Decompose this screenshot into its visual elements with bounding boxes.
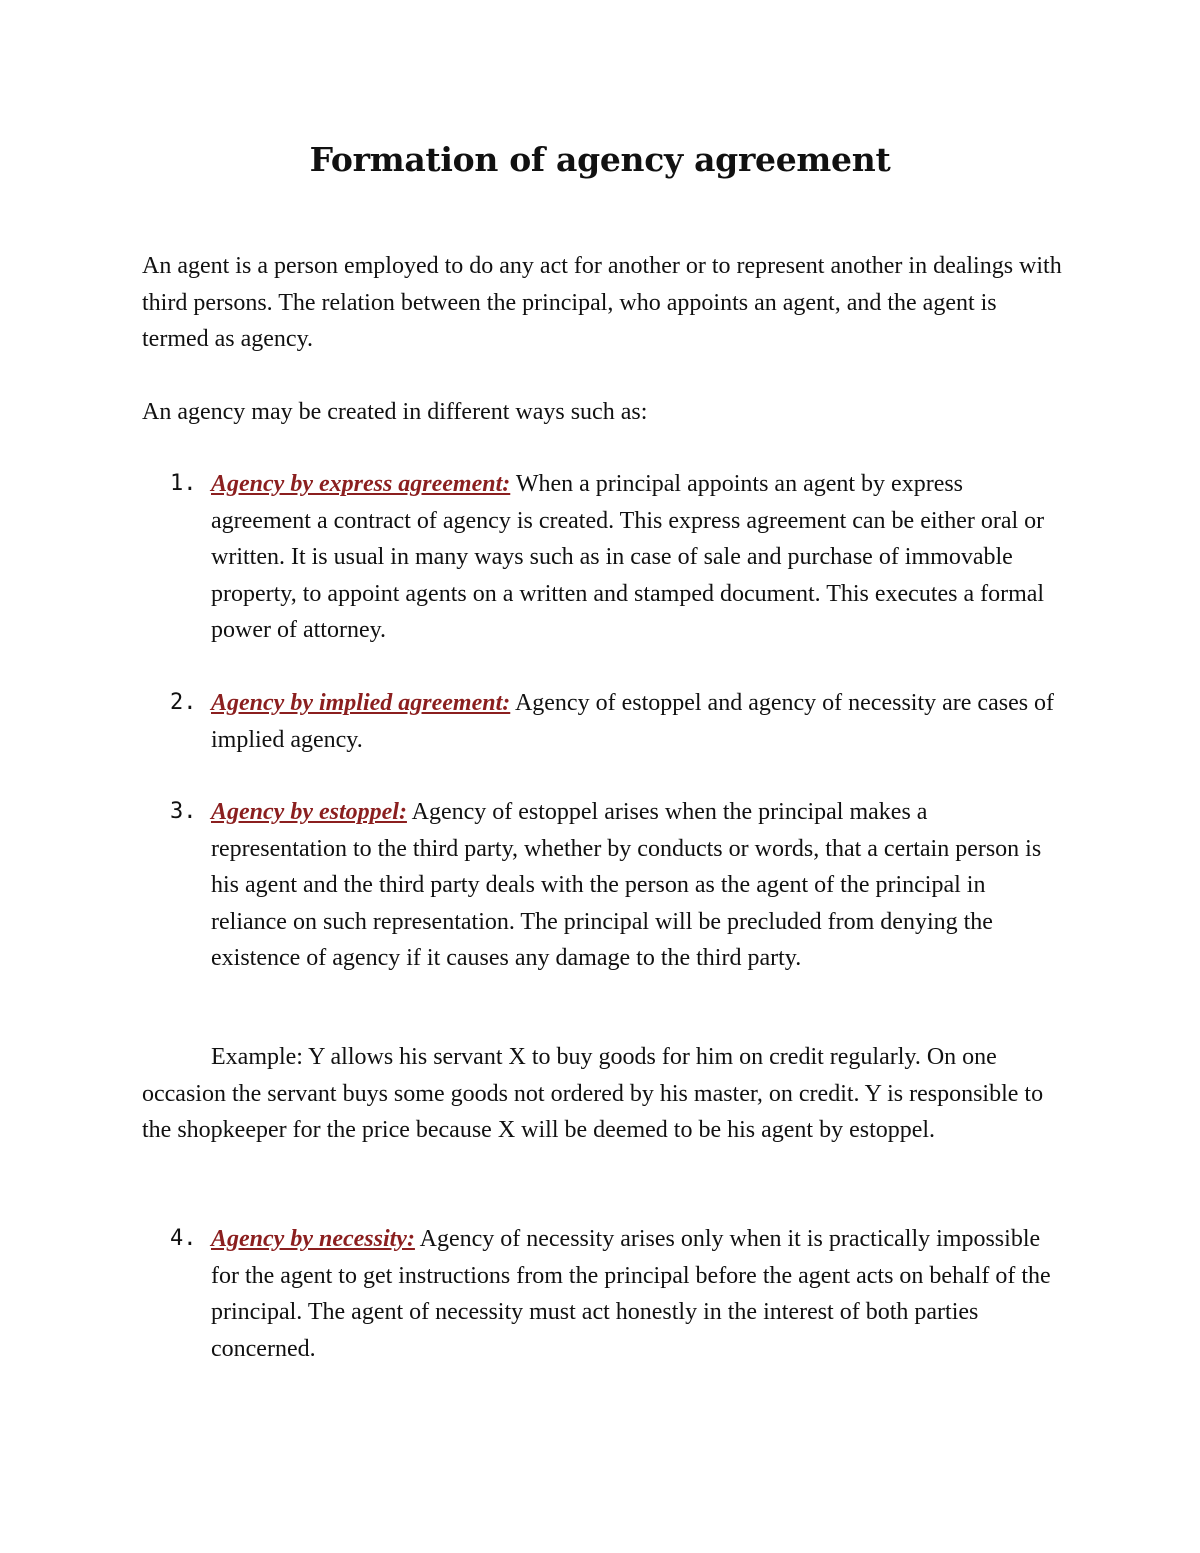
list-item-express-agreement	[142, 466, 1067, 649]
list-item-number: 4.	[170, 1226, 197, 1251]
list-item-text: Agency of necessity arises only when it is practically impossible for the agent to get instructions from the principal before the agent acts on behalf of the principal. The agent of necessity must act honestly in the interest of both parties concerned.	[211, 1226, 1051, 1362]
list-item-estoppel	[142, 794, 1067, 977]
list-item-body	[211, 1221, 1067, 1367]
list-item-number: 3.	[170, 799, 197, 824]
example-paragraph	[142, 1039, 1067, 1149]
example-text: Example: Y allows his servant X to buy goods for him on credit regularly. On one occasion the servant buys some goods not ordered by his master, on credit. Y is responsible to the shopkeeper for the price because X will be deemed to be his agent by estoppel.	[142, 1044, 1044, 1143]
intro-paragraph: An agent is a person employed to do any act for another or to represent another in dealings with third persons. The relation between the principal, who appoints an agent, and the agent is termed as agency.	[142, 253, 1062, 352]
list-item-term: Agency by necessity:	[211, 1226, 415, 1252]
list-item-number: 1.	[170, 471, 197, 496]
list-item-body	[211, 685, 1067, 758]
list-item-text: When a principal appoints an agent by express agreement a contract of agency is created. This express agreement can be either oral or written. It is usual in many ways such as in case of sale and purchase of immovable property, to appoint agents on a written and stamped document. This executes a formal power of attorney.	[211, 471, 1045, 643]
list-item-term: Agency by implied agreement:	[211, 690, 511, 716]
list-item-implied-agreement	[142, 685, 1067, 758]
list-item-term: Agency by estoppel:	[211, 799, 407, 825]
list-item-term: Agency by express agreement:	[211, 471, 511, 497]
list-item-body	[211, 466, 1067, 649]
list-item-body	[211, 794, 1067, 977]
list-item-text: Agency of estoppel arises when the principal makes a representation to the third party, whether by conducts or words, that a certain person is his agent and the third party deals with the person as the agent of the principal in reliance on such representation. The principal will be precluded from denying the existence of agency if it causes any damage to the third party.	[211, 799, 1042, 971]
list-item-number: 2.	[170, 690, 197, 715]
page-title: Formation of agency agreement	[309, 140, 891, 179]
list-item-necessity	[142, 1221, 1067, 1367]
list-item-text: Agency of estoppel and agency of necessity are cases of implied agency.	[211, 690, 1055, 753]
ways-intro-paragraph: An agency may be created in different ways such as:	[142, 399, 648, 425]
